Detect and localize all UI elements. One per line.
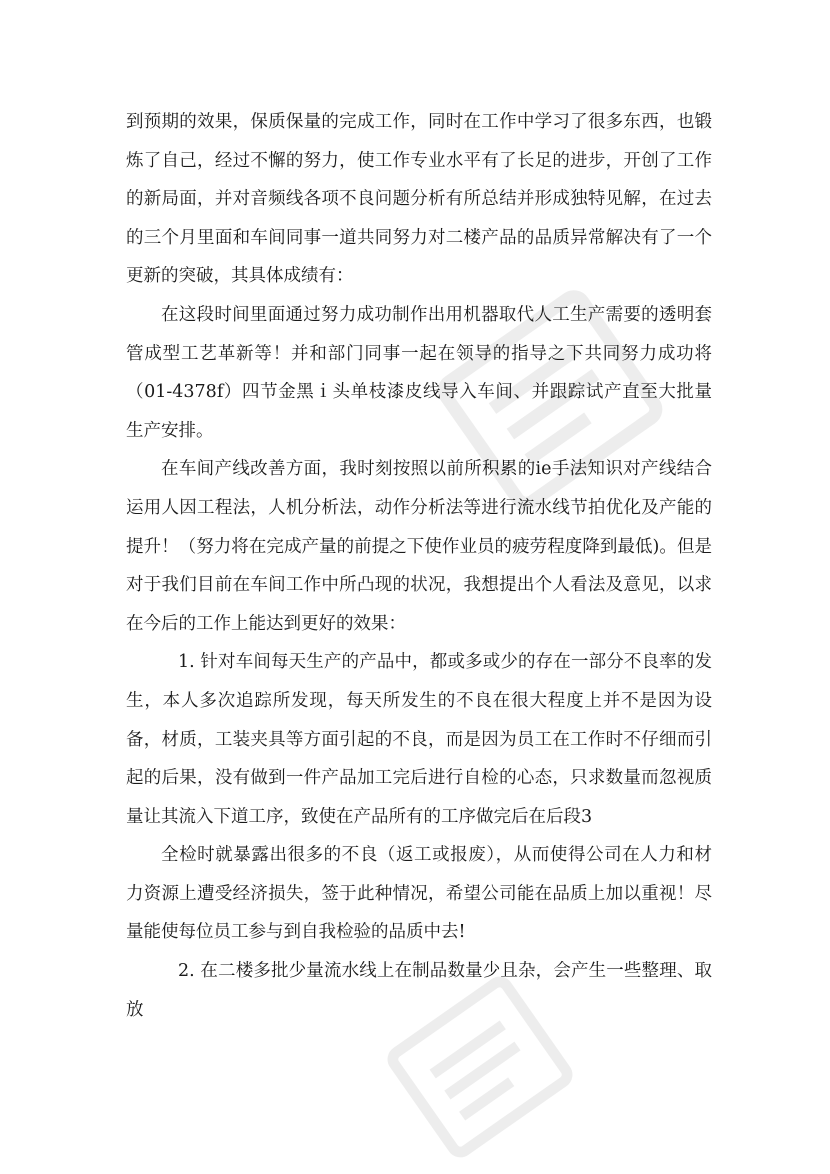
- paragraph-inspection: 全检时就暴露出很多的不良（返工或报废），从而使得公司在人力和材力资源上遭受经济损失，签于此种情况，希望公司能在品质上加以重视！尽量能使每位员工参与到自我检验的品质中去!: [126, 845, 712, 943]
- document-body: [126, 103, 712, 1029]
- paragraph-production-line: 在车间产线改善方面，我时刻按照以前所积累的ie手法知识对产线结合运用人因工程法，人机分析法，动作分析法等进行流水线节拍优化及产能的提升！（努力将在完成产量的前提之下使作业员的疲劳程度降到最低)。但是对于我们目前在车间工作中所凸现的状况，我想提出个人看法及意见，以求在今后的工作上能达到更好的效果：: [126, 459, 712, 634]
- list-item-1: 1. 针对车间每天生产的产品中，都或多或少的存在一部分不良率的发生，本人多次追踪所发现，每天所发生的不良在很大程度上并不是因为设备，材质，工装夹具等方面引起的不良，而是因为员工在工作时不仔细而引起的后果，没有做到一件产品加工完后进行自检的心态，只求数量而忽视质量让其流入下道工序，致使在产品所有的工序做完后在后段3: [126, 652, 712, 827]
- paragraph-continuation: 到预期的效果，保质保量的完成工作，同时在工作中学习了很多东西，也锻炼了自己，经过不懈的努力，使工作专业水平有了长足的进步，开创了工作的新局面，并对音频线各项不良问题分析有所总结并形成独特见解，在过去的三个月里面和车间同事一道共同努力对二楼产品的品质异常解决有了一个更新的突破，其具体成绩有：: [126, 112, 712, 287]
- paragraph-achievements: 在这段时间里面通过努力成功制作出用机器取代人工生产需要的透明套管成型工艺革新等！并和部门同事一起在领导的指导之下共同努力成功将（01-4378f）四节金黑ｉ头单枝漆皮线导入车间、并跟踪试产直至大批量生产安排。: [126, 304, 712, 441]
- list-item-2: 2. 在二楼多批少量流水线上在制品数量少且杂，会产生一些整理、取放: [126, 961, 712, 1020]
